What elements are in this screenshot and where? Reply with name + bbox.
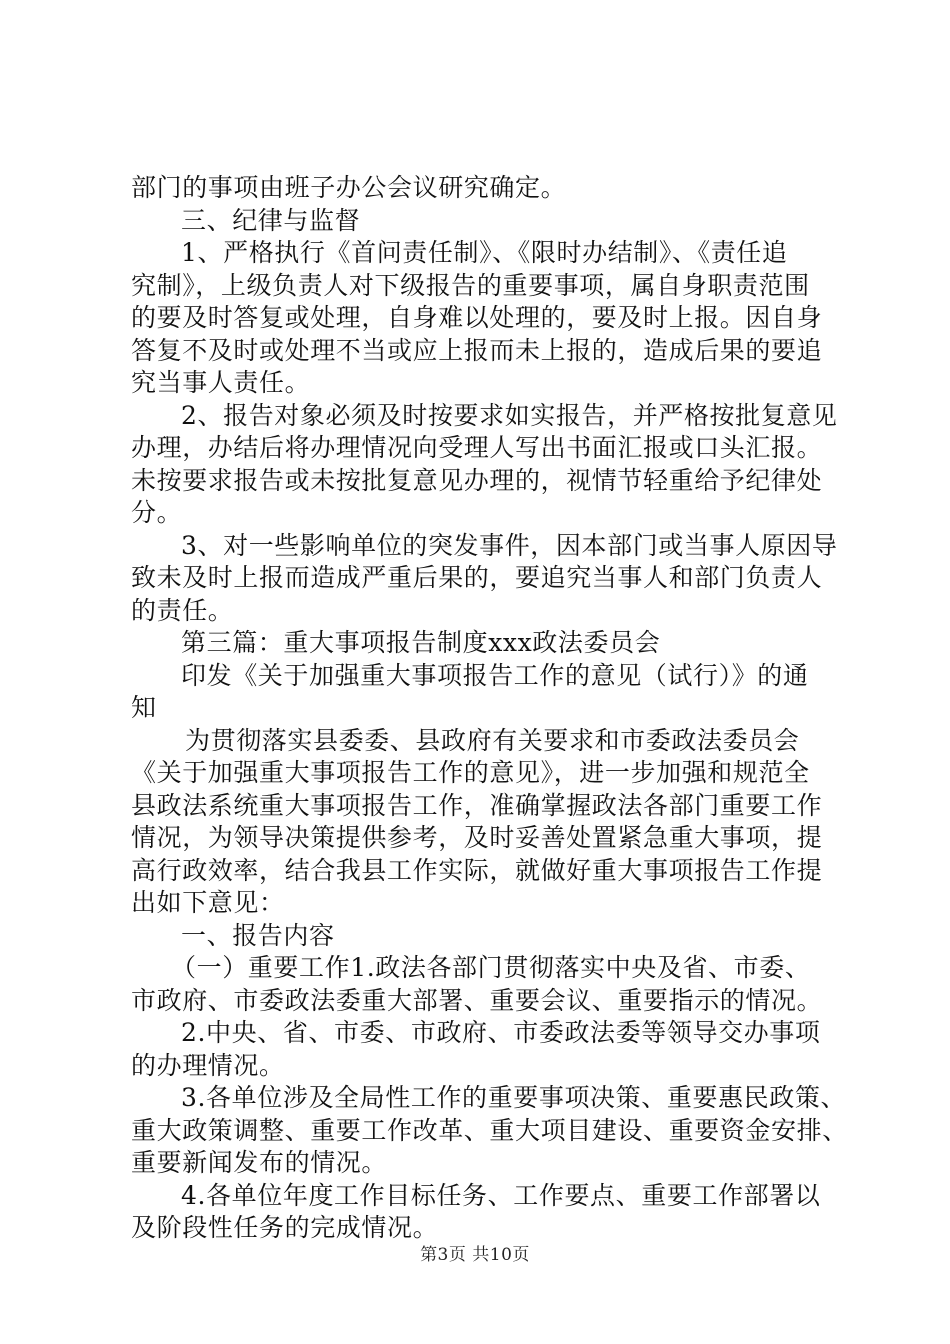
text-line: （一）重要工作1.政法各部门贯彻落实中央及省、市委、	[171, 953, 811, 982]
text-line: 知	[131, 693, 157, 722]
text-line: 2、报告对象必须及时按要求如实报告，并严格按批复意见	[181, 400, 838, 430]
text-line: 的要及时答复或处理，自身难以处理的，要及时上报。因自身	[131, 303, 823, 332]
chapter-heading: 第三篇：重大事项报告制度xxx政法委员会	[181, 628, 661, 657]
page-number-footer: 第3页 共10页	[420, 1245, 530, 1265]
section-heading: 三、纪律与监督	[181, 205, 361, 235]
text-line: 情况，为领导决策提供参考，及时妥善处置紧急重大事项，提	[131, 823, 823, 852]
text-line: 3、对一些影响单位的突发事件，因本部门或当事人原因导	[181, 530, 838, 560]
text-line: 2.中央、省、市委、市政府、市委政法委等领导交办事项	[181, 1018, 821, 1047]
text-line: 致未及时上报而造成严重后果的，要追究当事人和部门负责人	[131, 563, 823, 592]
text-line: 答复不及时或处理不当或应上报而未上报的，造成后果的要追	[131, 335, 823, 365]
text-line: 《关于加强重大事项报告工作的意见》，进一步加强和规范全	[131, 758, 810, 787]
text-line: 的办理情况。	[131, 1050, 285, 1080]
section-heading: 一、报告内容	[181, 920, 335, 950]
document-body	[131, 172, 848, 1245]
text-line: 及阶段性任务的完成情况。	[131, 1213, 439, 1242]
text-line: 县政法系统重大事项报告工作，准确掌握政法各部门重要工作	[131, 790, 823, 820]
text-line: 究制》，上级负责人对下级报告的重要事项，属自身职责范围	[131, 270, 810, 300]
text-line: 为贯彻落实县委委、县政府有关要求和市委政法委员会	[185, 725, 800, 755]
text-line: 高行政效率，结合我县工作实际，就做好重大事项报告工作提	[131, 855, 823, 885]
text-line: 办理，办结后将办理情况向受理人写出书面汇报或口头汇报。	[131, 433, 823, 462]
text-line: 重大政策调整、重要工作改革、重大项目建设、重要资金安排、	[131, 1115, 848, 1145]
text-line: 重要新闻发布的情况。	[131, 1148, 388, 1177]
text-line: 出如下意见：	[131, 888, 285, 917]
text-line: 1、严格执行《首问责任制》、《限时办结制》、《责任追	[181, 238, 788, 267]
text-line: 4.各单位年度工作目标任务、工作要点、重要工作部署以	[181, 1180, 821, 1210]
text-line: 的责任。	[131, 595, 234, 625]
text-line: 分。	[131, 498, 183, 527]
text-line: 3.各单位涉及全局性工作的重要事项决策、重要惠民政策、	[181, 1083, 847, 1112]
text-line: 究当事人责任。	[131, 368, 311, 397]
text-line: 印发《关于加强重大事项报告工作的意见（试行）》的通	[181, 660, 809, 690]
text-line: 市政府、市委政法委重大部署、重要会议、重要指示的情况。	[131, 985, 823, 1015]
text-line: 部门的事项由班子办公会议研究确定。	[131, 173, 567, 202]
text-line: 未按要求报告或未按批复意见办理的，视情节轻重给予纪律处	[131, 465, 823, 495]
